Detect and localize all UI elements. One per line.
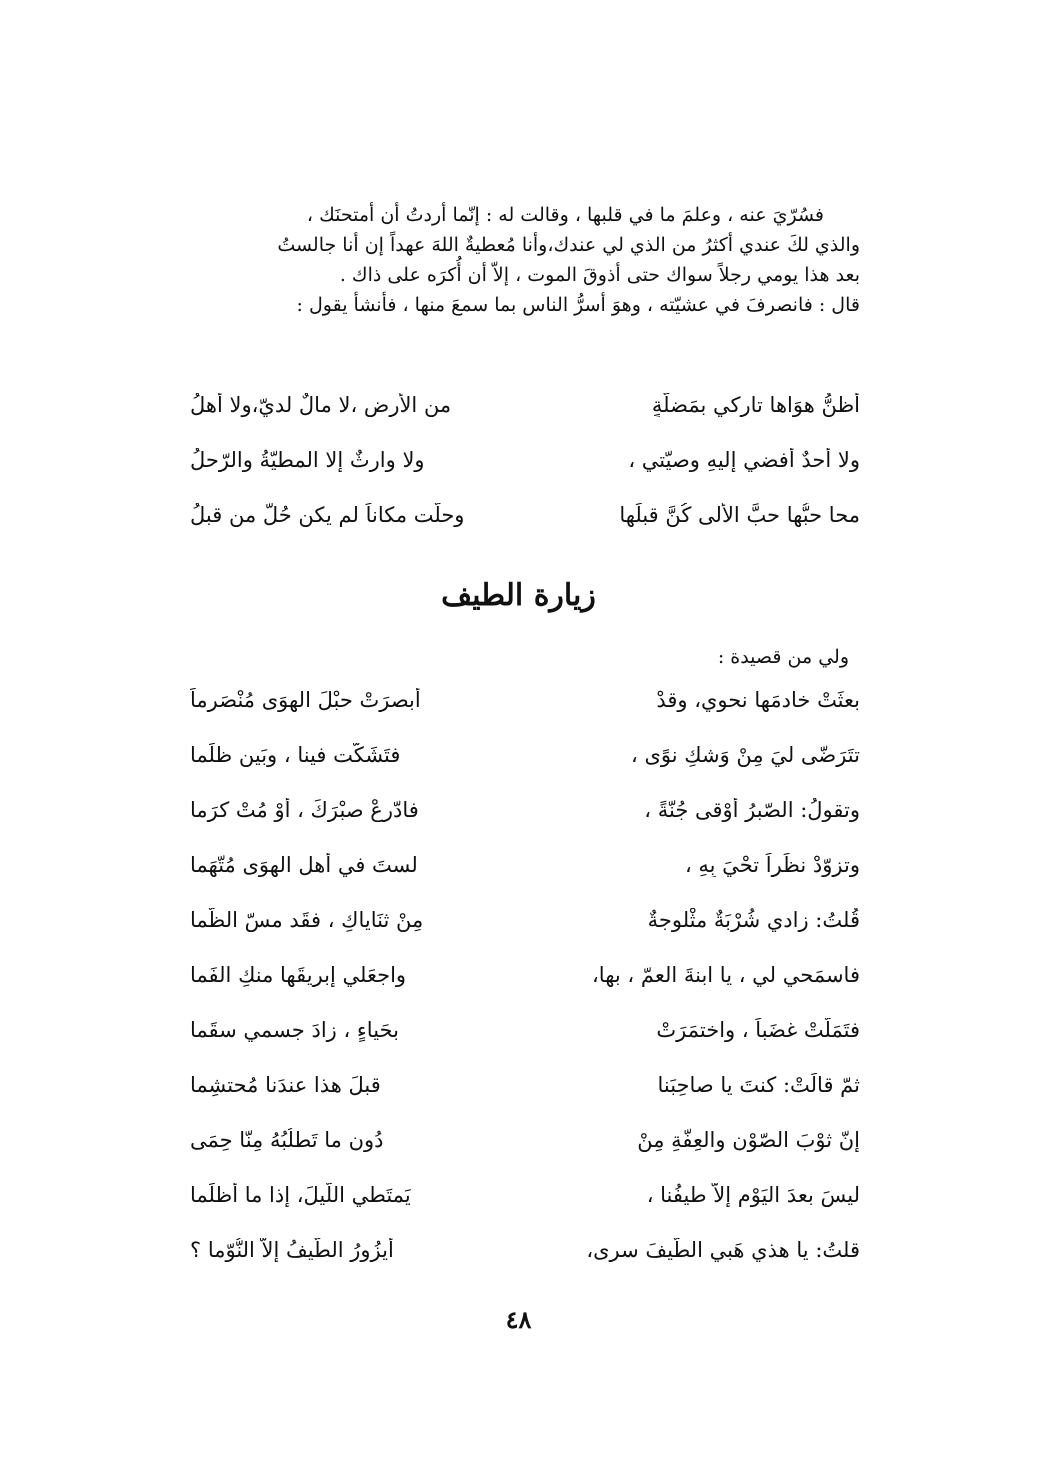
verse-couplet (190, 798, 860, 853)
verse-first-hemistich: وتقولُ: الصّبرُ أوْقى جُنّةً ، (644, 798, 860, 822)
verse-second-hemistich: لستَ في أهلِ الهوَى مُتّهَما (190, 853, 418, 877)
prose-line: والذي لكَ عندي أكثرُ من الذي لي عندك،وأنا مُعطيةٌ اللهَ عهداً إن أنا جالستُ (277, 234, 860, 256)
verse-couplet (190, 503, 860, 558)
verse-couplet (190, 1238, 860, 1293)
verse-second-hemistich: واجعَلي إبريقَها منكِ الفَما (190, 963, 407, 987)
verse-first-hemistich: تتَرَضّى ليَ مِنْ وَشكِ نوًى ، (631, 743, 860, 767)
section-title: زيارة الطيف (441, 578, 596, 613)
verse-couplet (190, 743, 860, 798)
verse-second-hemistich: وحلّت مكاناً لم يكن حُلَّ من قبلُ (190, 503, 465, 527)
verse-second-hemistich: أبصرَتْ حبْلَ الهوَى مُنْصَرِماً (190, 688, 421, 712)
verse-couplet (190, 1018, 860, 1073)
verse-couplet (190, 688, 860, 743)
verse-couplet (190, 853, 860, 908)
verse-first-hemistich: قلتُ: يا هذي هَبي الطّيفَ سرى، (586, 1238, 860, 1262)
prose-line: فسُرّيَ عنه ، وعلمَ ما في قلبها ، وقالت له : إنّما أردتُ أن أمتحنَك ، (306, 204, 824, 226)
verse-second-hemistich: أيزُورُ الطّيفُ إلاّ النُّوّما ؟ (190, 1238, 394, 1262)
verse-first-hemistich: محا حبُّها حبَّ الأُلى كُنَّ قبلَها (619, 503, 860, 527)
prose-paragraph (180, 200, 860, 320)
prose-line: بعد هذا يومي رجلاً سواك حتى أذوقَ الموت ، إلاّ أن أُكرَه على ذاك . (339, 264, 860, 286)
verse-first-hemistich: ولا أحدٌ أفضي إليهِ وصيّتي ، (628, 448, 860, 472)
poem-intro: ولي من قصيدة : (717, 646, 849, 668)
verse-second-hemistich: بحَياءٍ ، زادَ جسمي سقَما (190, 1018, 399, 1042)
verse-second-hemistich: دُونِ ما تَطلُبُهُ مِنّا حِمَى (190, 1128, 384, 1152)
verse-first-hemistich: ليسَ بعدَ اليَوْمِ إلاّ طيفُنا ، (646, 1183, 860, 1207)
verse-second-hemistich: يَمتَطي اللّيلَ، إذا ما أظلَما (190, 1183, 411, 1207)
verse-second-hemistich: فتَشَكّت فينا ، وبَينٍ ظلَما (190, 743, 401, 767)
verse-couplet (190, 1073, 860, 1128)
verse-couplet (190, 448, 860, 503)
verse-second-hemistich: قبلَ هذا عندَنا مُحتشِما (190, 1073, 381, 1097)
verse-second-hemistich: فادّرِعْ صبْرَكَ ، أوْ مُتْ كرَما (190, 798, 419, 822)
verse-first-hemistich: إنّ ثوْبَ الصّوْنِ والعِفّةِ مِنْ (637, 1128, 860, 1152)
prose-line: قال : فانصرفَ في عشيّته ، وهوَ أسرُّ الناس بما سمعَ منها ، فأنشأ يقول : (296, 294, 860, 316)
verse-first-hemistich: فتَمَلّتْ غضَباً ، واختمَرَتْ (656, 1018, 860, 1042)
page-number: ٤٨ (505, 1305, 532, 1334)
verse-first-hemistich: وتزوّدْ نظَراً تحْيَ بِهِ ، (684, 853, 860, 877)
verse-couplet (190, 393, 860, 448)
poem-first (190, 393, 860, 558)
verse-couplet (190, 963, 860, 1018)
verse-second-hemistich: مِنْ ثنَاياكِ ، فقَد مسّ الظّما (190, 908, 424, 932)
verse-couplet (190, 1128, 860, 1183)
verse-second-hemistich: من الأرضِ ،لا مالٌ لديّ،ولا أهلُ (190, 393, 452, 417)
verse-second-hemistich: ولا وارثٌ إلا المطيّةُ والرّحلُ (190, 448, 425, 472)
poem-second (190, 688, 860, 1293)
verse-couplet (190, 908, 860, 963)
verse-first-hemistich: قُلتُ: زادي شُرْبَةٌ مثْلوجةٌ (647, 908, 860, 932)
verse-first-hemistich: ثمّ قالَتْ: كنتَ يا صاحِبَنا (657, 1073, 860, 1097)
verse-first-hemistich: أظنُّ هوَاها تاركي بمَضلّةٍ (651, 393, 860, 417)
verse-couplet (190, 1183, 860, 1238)
verse-first-hemistich: بعثَتْ خادمَها نحوي، وقدْ (656, 688, 860, 712)
verse-first-hemistich: فاسمَحي لي ، يا ابنةَ العمّ ، بها، (592, 963, 860, 987)
